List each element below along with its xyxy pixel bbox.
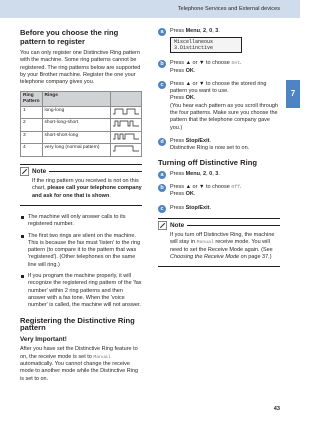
section-heading: Turning off Distinctive Ring (158, 157, 257, 167)
list-item: If you program the machine properly, it will recognize the registered ring pattern of the 'fax number' within 2 ring patterns and then answer with a fax tone. When the 'voice number' is called, the machine will not answer. (20, 273, 142, 309)
list-item: The first two rings are silent on the machine. This is because the fax must 'listen' to the ring pattern (to compare it to the pattern that was 'registered'). (Other telephones on the same line will ring.) (20, 233, 142, 269)
ring-number: 1 (21, 106, 43, 119)
note-label: Note (170, 221, 185, 229)
step-d (158, 138, 280, 153)
ring-label: very long (normal pattern) (42, 144, 110, 157)
ring-waveform-icon (111, 106, 142, 119)
lcd-text: Set (231, 61, 240, 67)
step-text: Press OK. (170, 191, 196, 198)
lcd-line: Miscellaneous (174, 39, 214, 46)
section-heading: Registering the Distinctive Ring pattern (20, 315, 135, 332)
off-step-b (158, 184, 280, 199)
step-badge: a (158, 171, 166, 179)
table-row (21, 119, 142, 132)
step-badge: d (158, 138, 166, 146)
table-header (111, 92, 142, 106)
left-column (20, 28, 142, 388)
note-pencil-icon (20, 167, 29, 176)
ring-pattern-table (20, 91, 142, 157)
note-text: If the ring pattern you received is not on this chart, please call your telephone company and ask for one that is shown. (32, 178, 142, 199)
step-b (158, 60, 280, 75)
step-a (158, 28, 280, 54)
table-row (21, 144, 142, 157)
table-header-row (21, 92, 142, 106)
step-badge: c (158, 81, 166, 89)
lcd-line: 3.Distinctive (174, 45, 214, 52)
note-box (158, 218, 280, 267)
step-text: Press Stop/Exit. (170, 204, 211, 211)
ring-waveform-icon (111, 131, 142, 144)
off-step-a (158, 171, 280, 178)
step-badge: b (158, 60, 166, 68)
paragraph: After you have set the Distinctive Ring feature to on, the receive mode is set to Manual automatically. You cannot change the receive mode to another mode while the Distinctive Ring is set to on. (20, 346, 139, 382)
step-text: (You hear each pattern as you scroll through the four patterns. Make sure you choose the pattern that the telephone company gave you.) (170, 102, 279, 131)
ring-label: short-short-long (42, 131, 110, 144)
table-row (21, 131, 142, 144)
ring-number: 3 (21, 131, 43, 144)
step-text: Press ▲ or ▼ to choose the stored ring pattern you want to use. (170, 80, 267, 95)
step-text: Press ▲ or ▼ to choose Set. (170, 60, 242, 67)
note-box (20, 164, 142, 206)
step-badge: b (158, 184, 166, 192)
note-rule (187, 225, 280, 226)
table-row (21, 106, 142, 119)
step-badge: a (158, 28, 166, 36)
table-header: Rings (42, 92, 110, 106)
step-text: Press Menu, 2, 0, 3. (170, 170, 220, 177)
note-header (20, 167, 142, 176)
table-header: Ring Pattern (21, 92, 43, 106)
page-number: 43 (273, 406, 280, 412)
note-pencil-icon (158, 221, 167, 230)
ring-number: 2 (21, 119, 43, 132)
note-label: Note (32, 167, 47, 175)
step-text: Press Menu, 2, 0, 3. (170, 28, 220, 34)
ring-waveform-icon (111, 144, 142, 157)
intro-paragraph: You can only register one Distinctive Ring pattern with the machine. Some ring patterns cannot be registered. The ring patterns below are supported by your Brother machine. Register the one your telephone company gives you. (20, 50, 141, 86)
subheading: Very Important! (20, 336, 67, 344)
chapter-tab: 7 (286, 80, 300, 108)
lcd-text: Off (231, 185, 240, 191)
step-text: Press OK. (170, 67, 196, 74)
list-item: The machine will only answer calls to its registered number. (20, 214, 142, 229)
off-step-c (158, 205, 280, 212)
lcd-text: Manual (196, 240, 214, 246)
step-text: Distinctive Ring is now set to on. (170, 145, 250, 152)
step-text: Press Stop/Exit. (170, 137, 211, 144)
note-text: If you turn off Distinctive Ring, the machine will stay in Manual receive mode. You will need to set the Receive Mode again. (See Choosing the Receive Mode on page 37.) (170, 232, 275, 260)
ring-label: short-long-short (42, 119, 110, 132)
lcd-display (170, 37, 242, 53)
right-column (158, 28, 280, 275)
note-rule (49, 171, 142, 172)
ring-number: 4 (21, 144, 43, 157)
cross-reference-link[interactable]: Choosing the Receive Mode (170, 253, 240, 260)
section-heading: Before you choose the ring pattern to register (20, 28, 119, 46)
note-header (158, 221, 280, 230)
step-c (158, 81, 280, 132)
running-header: Telephone Services and External devices (177, 6, 280, 12)
ring-label: long-long (42, 106, 110, 119)
step-badge: c (158, 205, 166, 213)
ring-waveform-icon (111, 119, 142, 132)
step-text: Press ▲ or ▼ to choose Off. (170, 184, 242, 191)
bullet-list (20, 214, 142, 310)
step-text: Press OK. (170, 95, 196, 102)
lcd-text: Manual (93, 354, 111, 360)
